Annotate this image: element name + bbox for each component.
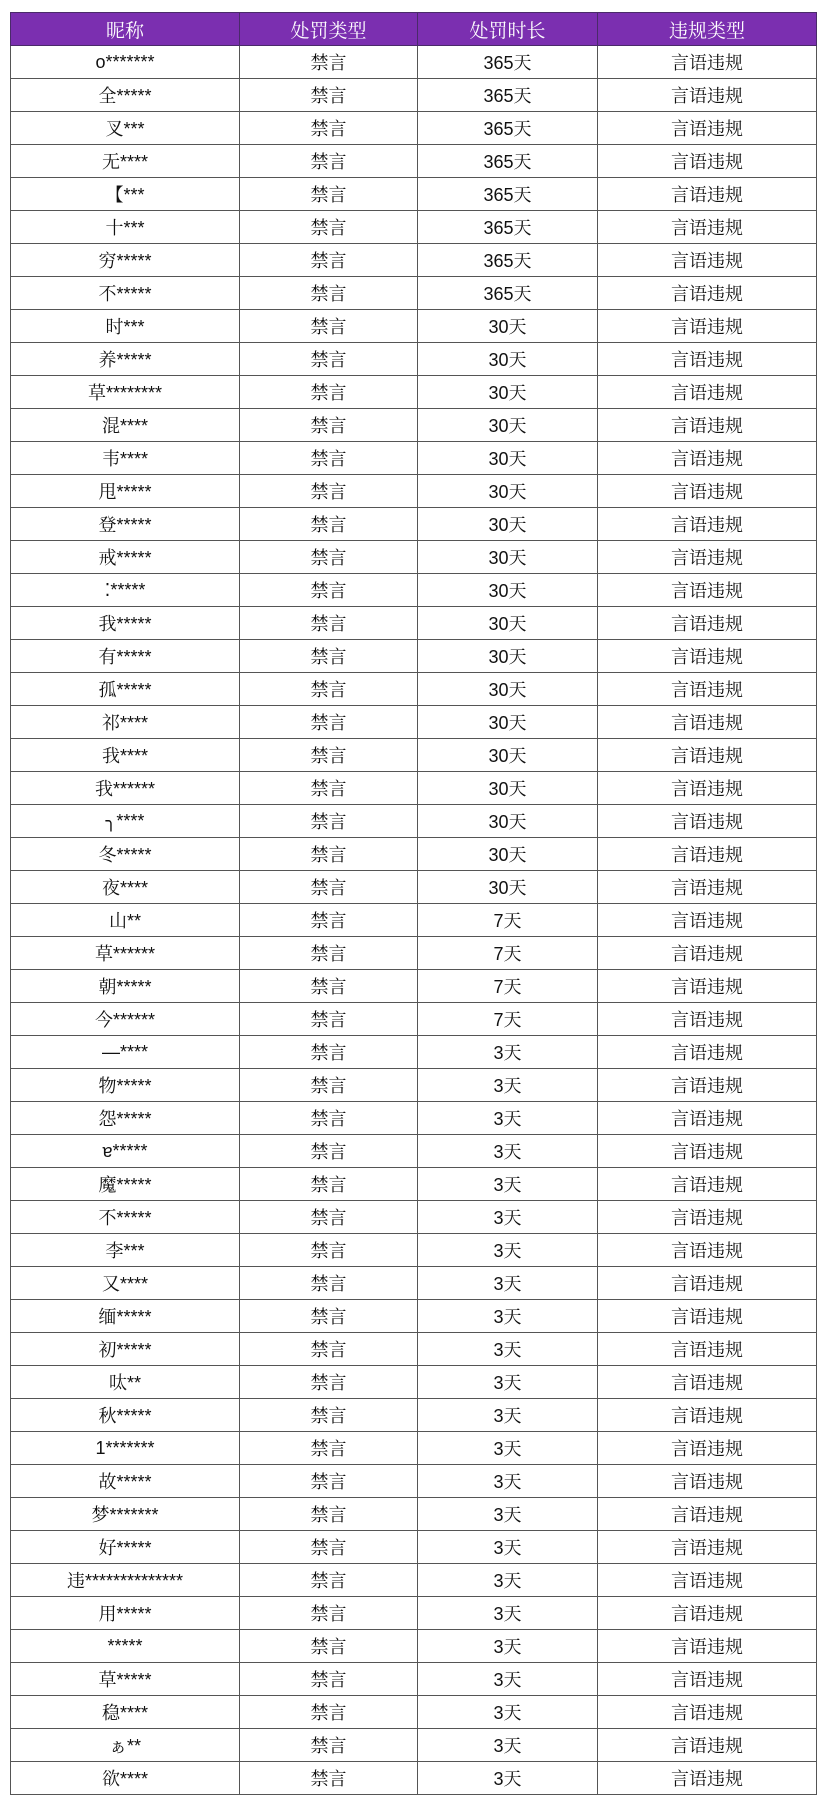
cell-penalty-duration: 3天 xyxy=(418,1168,598,1201)
header-row xyxy=(11,13,817,46)
cell-penalty-duration: 30天 xyxy=(418,706,598,739)
cell-violation-type: 言语违规 xyxy=(598,1201,817,1234)
cell-penalty-duration: 30天 xyxy=(418,541,598,574)
cell-penalty-duration: 3天 xyxy=(418,1597,598,1630)
table-row xyxy=(11,1300,817,1333)
cell-nickname: 我****** xyxy=(11,772,240,805)
cell-penalty-type: 禁言 xyxy=(240,1432,418,1465)
cell-penalty-duration: 7天 xyxy=(418,970,598,1003)
cell-nickname: 梦******* xyxy=(11,1498,240,1531)
cell-nickname: 稳**** xyxy=(11,1696,240,1729)
table-row xyxy=(11,1729,817,1762)
cell-penalty-duration: 365天 xyxy=(418,277,598,310)
cell-violation-type: 言语违规 xyxy=(598,871,817,904)
table-row xyxy=(11,607,817,640)
cell-penalty-type: 禁言 xyxy=(240,1168,418,1201)
table-row xyxy=(11,1135,817,1168)
cell-penalty-type: 禁言 xyxy=(240,937,418,970)
cell-nickname: 混**** xyxy=(11,409,240,442)
cell-violation-type: 言语违规 xyxy=(598,1531,817,1564)
cell-penalty-type: 禁言 xyxy=(240,805,418,838)
table-row xyxy=(11,904,817,937)
cell-nickname: 呔** xyxy=(11,1366,240,1399)
cell-penalty-type: 禁言 xyxy=(240,640,418,673)
cell-violation-type: 言语违规 xyxy=(598,1234,817,1267)
cell-penalty-type: 禁言 xyxy=(240,1465,418,1498)
cell-penalty-duration: 30天 xyxy=(418,673,598,706)
cell-nickname: o******* xyxy=(11,46,240,79)
table-row xyxy=(11,1399,817,1432)
cell-penalty-duration: 30天 xyxy=(418,805,598,838)
cell-penalty-type: 禁言 xyxy=(240,1630,418,1663)
cell-violation-type: 言语违规 xyxy=(598,112,817,145)
cell-penalty-duration: 30天 xyxy=(418,838,598,871)
cell-penalty-duration: 7天 xyxy=(418,937,598,970)
table-row xyxy=(11,1696,817,1729)
cell-violation-type: 言语违规 xyxy=(598,1366,817,1399)
cell-penalty-duration: 30天 xyxy=(418,739,598,772)
cell-violation-type: 言语违规 xyxy=(598,541,817,574)
cell-penalty-duration: 30天 xyxy=(418,409,598,442)
table-row xyxy=(11,1333,817,1366)
cell-violation-type: 言语违规 xyxy=(598,772,817,805)
cell-penalty-duration: 30天 xyxy=(418,640,598,673)
table-row xyxy=(11,508,817,541)
cell-violation-type: 言语违规 xyxy=(598,1333,817,1366)
cell-nickname: 夜**** xyxy=(11,871,240,904)
cell-penalty-type: 禁言 xyxy=(240,1102,418,1135)
cell-violation-type: 言语违规 xyxy=(598,1696,817,1729)
cell-violation-type: 言语违规 xyxy=(598,640,817,673)
cell-penalty-type: 禁言 xyxy=(240,508,418,541)
cell-nickname: 缅***** xyxy=(11,1300,240,1333)
cell-penalty-duration: 3天 xyxy=(418,1201,598,1234)
cell-penalty-duration: 3天 xyxy=(418,1234,598,1267)
table-row xyxy=(11,1465,817,1498)
header-penalty-type: 处罚类型 xyxy=(240,13,418,46)
cell-nickname: 山** xyxy=(11,904,240,937)
table-row xyxy=(11,772,817,805)
table-header xyxy=(11,13,817,46)
cell-nickname: 今****** xyxy=(11,1003,240,1036)
cell-penalty-type: 禁言 xyxy=(240,475,418,508)
cell-nickname: 不***** xyxy=(11,1201,240,1234)
cell-penalty-type: 禁言 xyxy=(240,1069,418,1102)
cell-nickname: ***** xyxy=(11,1630,240,1663)
cell-penalty-duration: 3天 xyxy=(418,1399,598,1432)
table-row xyxy=(11,1168,817,1201)
cell-penalty-type: 禁言 xyxy=(240,1597,418,1630)
cell-penalty-type: 禁言 xyxy=(240,409,418,442)
table-row xyxy=(11,739,817,772)
table-row xyxy=(11,112,817,145)
cell-violation-type: 言语违规 xyxy=(598,904,817,937)
cell-nickname: 冬***** xyxy=(11,838,240,871)
cell-penalty-type: 禁言 xyxy=(240,343,418,376)
cell-penalty-duration: 365天 xyxy=(418,244,598,277)
table-row xyxy=(11,1102,817,1135)
table-row xyxy=(11,541,817,574)
cell-nickname: 草******** xyxy=(11,376,240,409)
cell-nickname: 不***** xyxy=(11,277,240,310)
cell-violation-type: 言语违规 xyxy=(598,1069,817,1102)
cell-penalty-type: 禁言 xyxy=(240,1762,418,1795)
cell-nickname: ɐ***** xyxy=(11,1135,240,1168)
table-row xyxy=(11,838,817,871)
cell-penalty-type: 禁言 xyxy=(240,1564,418,1597)
cell-penalty-duration: 3天 xyxy=(418,1432,598,1465)
table-row xyxy=(11,1531,817,1564)
table-row xyxy=(11,673,817,706)
cell-nickname: 用***** xyxy=(11,1597,240,1630)
cell-violation-type: 言语违规 xyxy=(598,1036,817,1069)
table-row xyxy=(11,1069,817,1102)
cell-penalty-type: 禁言 xyxy=(240,277,418,310)
cell-penalty-duration: 3天 xyxy=(418,1300,598,1333)
cell-nickname: 戒***** xyxy=(11,541,240,574)
table-row xyxy=(11,1267,817,1300)
cell-penalty-type: 禁言 xyxy=(240,145,418,178)
table-row xyxy=(11,970,817,1003)
cell-penalty-duration: 30天 xyxy=(418,310,598,343)
cell-penalty-duration: 3天 xyxy=(418,1762,598,1795)
cell-violation-type: 言语违规 xyxy=(598,1465,817,1498)
cell-penalty-type: 禁言 xyxy=(240,310,418,343)
cell-penalty-duration: 3天 xyxy=(418,1135,598,1168)
table-row xyxy=(11,211,817,244)
cell-nickname: 祁**** xyxy=(11,706,240,739)
cell-nickname: 魔***** xyxy=(11,1168,240,1201)
cell-penalty-type: 禁言 xyxy=(240,1300,418,1333)
cell-violation-type: 言语违规 xyxy=(598,1399,817,1432)
cell-penalty-type: 禁言 xyxy=(240,970,418,1003)
cell-violation-type: 言语违规 xyxy=(598,1762,817,1795)
table-body xyxy=(11,46,817,1795)
table-row xyxy=(11,79,817,112)
cell-violation-type: 言语违规 xyxy=(598,442,817,475)
cell-penalty-type: 禁言 xyxy=(240,178,418,211)
cell-nickname: 登***** xyxy=(11,508,240,541)
cell-penalty-type: 禁言 xyxy=(240,1267,418,1300)
cell-penalty-duration: 3天 xyxy=(418,1663,598,1696)
cell-violation-type: 言语违规 xyxy=(598,1300,817,1333)
cell-penalty-type: 禁言 xyxy=(240,871,418,904)
cell-nickname: 好***** xyxy=(11,1531,240,1564)
cell-violation-type: 言语违规 xyxy=(598,277,817,310)
cell-penalty-type: 禁言 xyxy=(240,1531,418,1564)
cell-violation-type: 言语违规 xyxy=(598,1003,817,1036)
cell-penalty-type: 禁言 xyxy=(240,1201,418,1234)
table-row xyxy=(11,640,817,673)
table-row xyxy=(11,1201,817,1234)
cell-penalty-type: 禁言 xyxy=(240,739,418,772)
table-row xyxy=(11,574,817,607)
table-row xyxy=(11,1366,817,1399)
cell-penalty-type: 禁言 xyxy=(240,46,418,79)
cell-violation-type: 言语违规 xyxy=(598,1729,817,1762)
cell-penalty-duration: 30天 xyxy=(418,442,598,475)
cell-nickname: 怨***** xyxy=(11,1102,240,1135)
cell-penalty-duration: 30天 xyxy=(418,607,598,640)
cell-violation-type: 言语违规 xyxy=(598,79,817,112)
cell-penalty-type: 禁言 xyxy=(240,1696,418,1729)
cell-nickname: 李*** xyxy=(11,1234,240,1267)
table-row xyxy=(11,1663,817,1696)
cell-nickname: 我***** xyxy=(11,607,240,640)
cell-violation-type: 言语违规 xyxy=(598,1432,817,1465)
cell-violation-type: 言语违规 xyxy=(598,607,817,640)
cell-penalty-duration: 3天 xyxy=(418,1729,598,1762)
cell-nickname: 全***** xyxy=(11,79,240,112)
cell-nickname: 我**** xyxy=(11,739,240,772)
table-row xyxy=(11,409,817,442)
cell-nickname: 违************** xyxy=(11,1564,240,1597)
cell-violation-type: 言语违规 xyxy=(598,805,817,838)
penalty-table xyxy=(10,12,817,1795)
cell-nickname: 养***** xyxy=(11,343,240,376)
table-row xyxy=(11,1498,817,1531)
cell-penalty-duration: 7天 xyxy=(418,904,598,937)
cell-penalty-duration: 365天 xyxy=(418,79,598,112)
cell-nickname: 韦**** xyxy=(11,442,240,475)
table-row xyxy=(11,343,817,376)
cell-nickname: ⁚***** xyxy=(11,574,240,607)
cell-penalty-duration: 3天 xyxy=(418,1531,598,1564)
cell-violation-type: 言语违规 xyxy=(598,376,817,409)
cell-nickname: 叉*** xyxy=(11,112,240,145)
cell-nickname: 欲**** xyxy=(11,1762,240,1795)
table-row xyxy=(11,805,817,838)
cell-penalty-duration: 30天 xyxy=(418,574,598,607)
cell-penalty-duration: 7天 xyxy=(418,1003,598,1036)
cell-nickname: 草***** xyxy=(11,1663,240,1696)
cell-nickname: 初***** xyxy=(11,1333,240,1366)
cell-penalty-duration: 30天 xyxy=(418,475,598,508)
cell-violation-type: 言语违规 xyxy=(598,310,817,343)
cell-penalty-duration: 365天 xyxy=(418,145,598,178)
table-row xyxy=(11,475,817,508)
cell-nickname: 秋***** xyxy=(11,1399,240,1432)
cell-violation-type: 言语违规 xyxy=(598,838,817,871)
cell-violation-type: 言语违规 xyxy=(598,244,817,277)
cell-nickname: 1******* xyxy=(11,1432,240,1465)
table-row xyxy=(11,376,817,409)
cell-violation-type: 言语违规 xyxy=(598,706,817,739)
cell-penalty-type: 禁言 xyxy=(240,79,418,112)
cell-penalty-type: 禁言 xyxy=(240,838,418,871)
table-row xyxy=(11,1564,817,1597)
cell-violation-type: 言语违规 xyxy=(598,178,817,211)
cell-penalty-type: 禁言 xyxy=(240,1036,418,1069)
cell-penalty-duration: 3天 xyxy=(418,1465,598,1498)
cell-penalty-type: 禁言 xyxy=(240,1366,418,1399)
cell-penalty-type: 禁言 xyxy=(240,574,418,607)
header-nickname: 昵称 xyxy=(11,13,240,46)
table-row xyxy=(11,871,817,904)
cell-violation-type: 言语违规 xyxy=(598,1564,817,1597)
cell-nickname: 时*** xyxy=(11,310,240,343)
table-row xyxy=(11,1597,817,1630)
cell-violation-type: 言语违规 xyxy=(598,673,817,706)
cell-penalty-duration: 3天 xyxy=(418,1267,598,1300)
cell-nickname: 又**** xyxy=(11,1267,240,1300)
cell-nickname: 故***** xyxy=(11,1465,240,1498)
cell-violation-type: 言语违规 xyxy=(598,937,817,970)
header-violation-type: 违规类型 xyxy=(598,13,817,46)
cell-nickname: ぁ** xyxy=(11,1729,240,1762)
cell-penalty-duration: 365天 xyxy=(418,211,598,244)
table-row xyxy=(11,1003,817,1036)
cell-penalty-type: 禁言 xyxy=(240,1333,418,1366)
cell-penalty-duration: 30天 xyxy=(418,343,598,376)
cell-penalty-duration: 365天 xyxy=(418,178,598,211)
cell-violation-type: 言语违规 xyxy=(598,739,817,772)
cell-penalty-type: 禁言 xyxy=(240,904,418,937)
cell-nickname: 【*** xyxy=(11,178,240,211)
cell-penalty-type: 禁言 xyxy=(240,211,418,244)
cell-violation-type: 言语违规 xyxy=(598,1498,817,1531)
cell-penalty-duration: 365天 xyxy=(418,112,598,145)
cell-penalty-duration: 3天 xyxy=(418,1366,598,1399)
cell-nickname: 物***** xyxy=(11,1069,240,1102)
cell-penalty-duration: 3天 xyxy=(418,1696,598,1729)
table-row xyxy=(11,1630,817,1663)
table-row xyxy=(11,442,817,475)
cell-nickname: 朝***** xyxy=(11,970,240,1003)
cell-violation-type: 言语违规 xyxy=(598,508,817,541)
cell-penalty-duration: 3天 xyxy=(418,1630,598,1663)
cell-penalty-type: 禁言 xyxy=(240,1498,418,1531)
cell-penalty-type: 禁言 xyxy=(240,706,418,739)
cell-violation-type: 言语违规 xyxy=(598,475,817,508)
cell-violation-type: 言语违规 xyxy=(598,1102,817,1135)
cell-penalty-duration: 3天 xyxy=(418,1333,598,1366)
cell-violation-type: 言语违规 xyxy=(598,409,817,442)
cell-penalty-type: 禁言 xyxy=(240,376,418,409)
table-row xyxy=(11,277,817,310)
table-row xyxy=(11,1036,817,1069)
cell-violation-type: 言语违规 xyxy=(598,1663,817,1696)
cell-penalty-duration: 3天 xyxy=(418,1564,598,1597)
cell-nickname: —**** xyxy=(11,1036,240,1069)
cell-penalty-duration: 3天 xyxy=(418,1069,598,1102)
cell-penalty-duration: 30天 xyxy=(418,376,598,409)
table-row xyxy=(11,937,817,970)
cell-penalty-type: 禁言 xyxy=(240,1729,418,1762)
table-row xyxy=(11,178,817,211)
table-row xyxy=(11,706,817,739)
cell-penalty-duration: 30天 xyxy=(418,508,598,541)
table-row xyxy=(11,46,817,79)
table-row xyxy=(11,1762,817,1795)
cell-violation-type: 言语违规 xyxy=(598,970,817,1003)
cell-penalty-type: 禁言 xyxy=(240,244,418,277)
cell-violation-type: 言语违规 xyxy=(598,574,817,607)
header-penalty-duration: 处罚时长 xyxy=(418,13,598,46)
cell-nickname: 孤***** xyxy=(11,673,240,706)
table-row xyxy=(11,145,817,178)
table-row xyxy=(11,310,817,343)
cell-penalty-type: 禁言 xyxy=(240,112,418,145)
cell-violation-type: 言语违规 xyxy=(598,1135,817,1168)
cell-penalty-duration: 365天 xyxy=(418,46,598,79)
cell-penalty-type: 禁言 xyxy=(240,541,418,574)
cell-penalty-type: 禁言 xyxy=(240,1234,418,1267)
cell-penalty-type: 禁言 xyxy=(240,1003,418,1036)
cell-penalty-type: 禁言 xyxy=(240,607,418,640)
cell-penalty-type: 禁言 xyxy=(240,1135,418,1168)
cell-nickname: 有***** xyxy=(11,640,240,673)
cell-penalty-type: 禁言 xyxy=(240,673,418,706)
cell-penalty-duration: 3天 xyxy=(418,1102,598,1135)
cell-penalty-duration: 30天 xyxy=(418,871,598,904)
cell-penalty-duration: 30天 xyxy=(418,772,598,805)
cell-violation-type: 言语违规 xyxy=(598,145,817,178)
cell-nickname: ╮**** xyxy=(11,805,240,838)
cell-nickname: 草****** xyxy=(11,937,240,970)
cell-penalty-duration: 3天 xyxy=(418,1498,598,1531)
cell-violation-type: 言语违规 xyxy=(598,1267,817,1300)
cell-penalty-type: 禁言 xyxy=(240,1663,418,1696)
cell-penalty-duration: 3天 xyxy=(418,1036,598,1069)
cell-penalty-type: 禁言 xyxy=(240,1399,418,1432)
cell-nickname: 无**** xyxy=(11,145,240,178)
cell-penalty-type: 禁言 xyxy=(240,772,418,805)
cell-nickname: 穷***** xyxy=(11,244,240,277)
cell-nickname: 甩***** xyxy=(11,475,240,508)
table-row xyxy=(11,1234,817,1267)
cell-violation-type: 言语违规 xyxy=(598,1597,817,1630)
table-row xyxy=(11,1432,817,1465)
cell-violation-type: 言语违规 xyxy=(598,1630,817,1663)
cell-violation-type: 言语违规 xyxy=(598,46,817,79)
cell-penalty-type: 禁言 xyxy=(240,442,418,475)
cell-violation-type: 言语违规 xyxy=(598,343,817,376)
table-row xyxy=(11,244,817,277)
cell-nickname: 十*** xyxy=(11,211,240,244)
cell-violation-type: 言语违规 xyxy=(598,1168,817,1201)
cell-violation-type: 言语违规 xyxy=(598,211,817,244)
